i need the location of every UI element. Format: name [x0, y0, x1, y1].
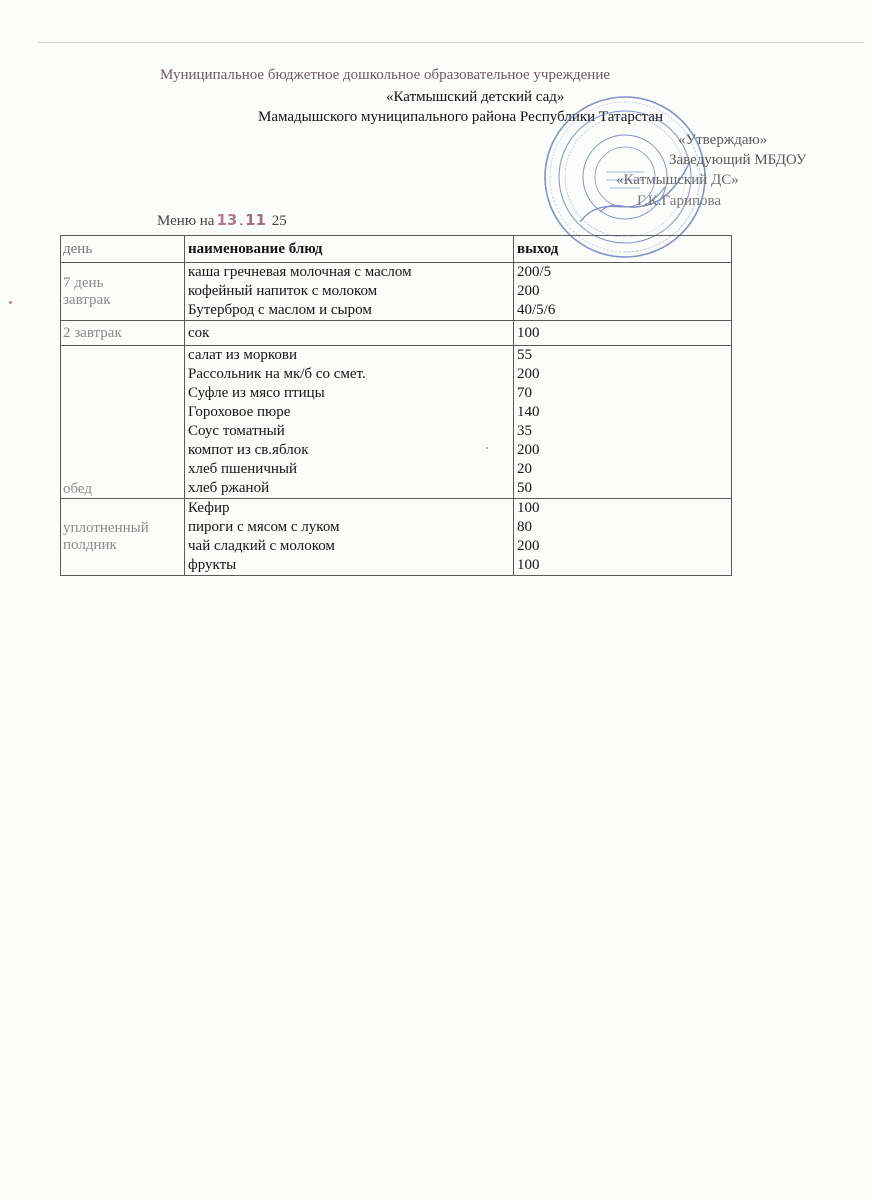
- meal-label-line: 2 завтрак: [63, 324, 122, 341]
- dish-name: каша гречневая молочная с маслом: [188, 264, 412, 280]
- dish-name: Суфле из мясо птицы: [188, 385, 325, 401]
- meal-label-line: уплотненный: [63, 520, 149, 536]
- scan-speck: [9, 301, 12, 304]
- dish-name: чай сладкий с молоком: [188, 538, 335, 554]
- header-output: выход: [514, 236, 732, 263]
- page-top-border: [38, 42, 864, 43]
- menu-date-day: 13: [216, 211, 238, 229]
- dish-name: хлеб пшеничный: [188, 461, 297, 477]
- header-district: Мамадышского муниципального района Республики Татарстан: [258, 109, 663, 125]
- meal-label-line: завтрак: [63, 291, 111, 308]
- dish-cell: [185, 499, 514, 576]
- dish-name: Соус томатный: [188, 423, 285, 439]
- dish-name: фрукты: [188, 557, 237, 573]
- meal-label-line: обед: [63, 481, 93, 497]
- dish-name: пироги с мясом с луком: [188, 519, 340, 535]
- dish-name: Кефир: [188, 500, 230, 516]
- dish-output: 200: [517, 538, 540, 554]
- approval-organization: «Катмышский ДС»: [616, 172, 739, 188]
- header-org-name: «Катмышский детский сад»: [386, 89, 565, 105]
- output-cell: [514, 263, 732, 321]
- dish-output: 70: [517, 385, 532, 401]
- dish-name: сок: [188, 324, 210, 341]
- dish-name: Гороховое пюре: [188, 404, 291, 420]
- dish-output: 100: [517, 500, 540, 516]
- approval-signatory: Г.К.Гарипова: [637, 193, 722, 209]
- approval-heading: «Утверждаю»: [678, 132, 768, 148]
- menu-table: [60, 235, 732, 576]
- dish-output: 55: [517, 347, 532, 363]
- menu-date-month: 11: [245, 211, 266, 229]
- dish-output: 20: [517, 461, 532, 477]
- meal-label-line: 7 день: [63, 274, 104, 291]
- output-cell: [514, 321, 732, 346]
- scan-speck: [486, 447, 488, 449]
- dish-name: Рассольник на мк/б со смет.: [188, 366, 366, 382]
- dish-output: 80: [517, 519, 532, 535]
- table-row: [61, 321, 732, 346]
- dish-name: салат из моркови: [188, 347, 298, 363]
- output-cell: [514, 346, 732, 499]
- dish-output: 35: [517, 423, 532, 439]
- header-org-type: Муниципальное бюджетное дошкольное образовательное учреждение: [160, 67, 610, 83]
- dish-output: 200: [517, 366, 540, 382]
- header-dish: наименование блюд: [185, 236, 514, 263]
- dish-output: 40/5/6: [517, 302, 556, 318]
- dish-output: 100: [517, 324, 540, 341]
- dish-output: 200/5: [517, 264, 552, 280]
- dish-output: 140: [517, 404, 540, 420]
- menu-date-prefix: Меню на: [157, 213, 215, 229]
- meal-label: [61, 499, 185, 576]
- dish-output: 200: [517, 283, 540, 299]
- dish-output: 50: [517, 480, 532, 496]
- dish-name: хлеб ржаной: [188, 480, 270, 496]
- menu-date-line: Меню на 13 . 11 25: [157, 211, 287, 229]
- dish-name: компот из св.яблок: [188, 442, 309, 458]
- dish-cell: [185, 321, 514, 346]
- output-cell: [514, 499, 732, 576]
- meal-label: [61, 263, 185, 321]
- dish-output: 200: [517, 442, 540, 458]
- dish-output: 100: [517, 557, 540, 573]
- dish-name: кофейный напиток с молоком: [188, 283, 378, 299]
- dish-cell: [185, 263, 514, 321]
- approval-position: Заведующий МБДОУ: [669, 152, 807, 168]
- meal-label-line: полдник: [63, 537, 117, 553]
- table-row: [61, 346, 732, 499]
- menu-date-year: 25: [271, 213, 287, 229]
- table-header-row: [61, 236, 732, 263]
- header-day: день: [61, 236, 185, 263]
- dish-name: Бутерброд с маслом и сыром: [188, 302, 372, 318]
- meal-label: [61, 346, 185, 499]
- meal-label: [61, 321, 185, 346]
- dish-cell: [185, 346, 514, 499]
- table-row: [61, 263, 732, 321]
- table-row: [61, 499, 732, 576]
